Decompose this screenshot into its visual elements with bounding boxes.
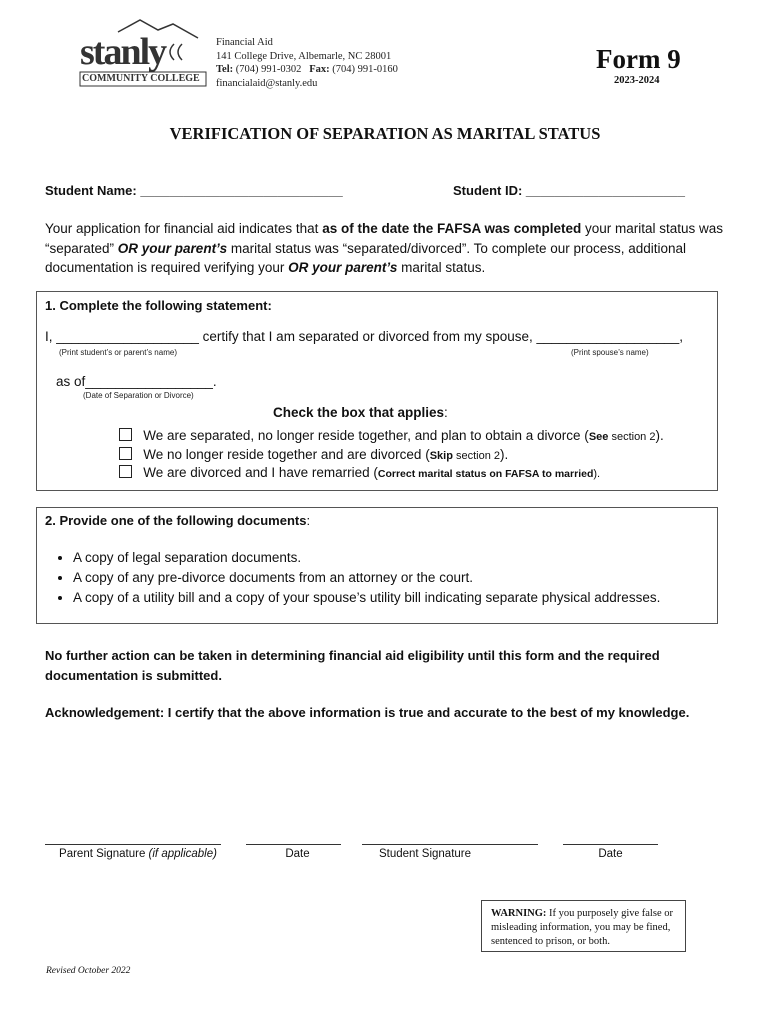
option-3-text: We are divorced and I have remarried ( [143,465,378,480]
intro-bold-italic-2: OR your parent’s [288,260,398,275]
check-heading-colon: : [444,405,448,420]
student-id-field[interactable]: Student ID: ______________________ [453,183,685,198]
form-number: Form 9 [596,44,681,74]
print-student-caption: (Print student’s or parent’s name) [59,348,177,357]
option-1-end: ). [655,428,664,443]
date-1-label: Date [285,848,310,860]
student-name-field[interactable]: Student Name: ____________________________ [45,183,343,198]
documents-list [45,548,710,608]
date-1-line[interactable] [246,844,341,845]
list-item: • A copy of any pre-divorce documents from an attorney or the court. [73,568,710,588]
tel-label: Tel: [216,64,234,75]
address: 141 College Drive, Albemarle, NC 28001 [216,50,392,62]
logo-subtext: COMMUNITY COLLEGE [82,73,200,84]
contact-block [216,36,398,90]
option-2-end: ). [500,447,509,462]
parent-signature-label [45,848,231,860]
college-logo [78,16,208,90]
logo-wordmark: stanly [80,31,166,73]
section-2-box [36,507,718,624]
option-3-end: ). [593,468,601,480]
page-title: VERIFICATION OF SEPARATION AS MARITAL STATUS [169,124,601,143]
student-signature-line[interactable] [362,844,538,845]
check-heading [273,405,448,420]
section-2-heading [45,513,310,528]
option-1-bold: See [588,431,609,443]
check-heading-text: Check the box that applies [273,405,445,420]
intro-text-4: marital status. [397,260,486,275]
checkbox-remarried[interactable] [119,465,132,478]
checkbox-divorced[interactable] [119,447,132,460]
option-1-note: section 2 [608,431,656,443]
date-line[interactable]: as of_________________. [56,374,217,389]
intro-bold-italic-1: OR your parent’s [117,240,228,256]
intro-text-1: Your application for financial aid indicates that [45,221,323,236]
email: financialaid@stanly.edu [216,77,318,89]
section-1-box [36,291,718,491]
office-name: Financial Aid [216,37,273,48]
tel-value: (704) 991-0302 [235,64,302,75]
parent-signature-line[interactable] [45,844,221,845]
option-remarried[interactable] [119,465,600,480]
print-spouse-caption: (Print spouse’s name) [571,348,649,357]
option-2-text: We no longer reside together and are divorced ( [143,447,430,462]
revised-date: Revised October 2022 [46,966,131,976]
parent-signature-note: (if applicable) [148,848,217,860]
date-caption: (Date of Separation or Divorce) [83,391,194,400]
phone-line [216,63,398,77]
fax-value: (704) 991-0160 [332,64,398,75]
section-1-heading: 1. Complete the following statement: [45,298,272,313]
fax-label: Fax: [309,64,330,75]
notice-text: No further action can be taken in determining financial aid eligibility until this form and the required documentation is submitted. [45,648,660,683]
date-2-label: Date [598,848,623,860]
option-2-note: section 2 [452,450,501,462]
intro-text-3: marital status was “separated/divorced”. To complete our process, additional documentation is required verifying your [45,240,687,275]
list-item: • A copy of legal separation documents. [73,548,710,568]
parent-signature-text: Parent Signature [59,848,149,860]
list-item: • A copy of a utility bill and a copy of your spouse’s utility bill indicating separate physical addresses. [73,588,710,608]
option-1-text: We are separated, no longer reside together, and plan to obtain a divorce ( [143,428,589,443]
section-2-heading-colon: : [306,513,311,528]
option-divorced[interactable] [119,447,508,462]
checkbox-separated[interactable] [119,428,132,441]
statement-line[interactable]: I, ___________________ certify that I am separated or divorced from my spouse, ___________________, [45,329,683,344]
date-2-line[interactable] [563,844,658,845]
option-separated[interactable] [119,428,664,443]
warning-text: If you purposely give false or misleading information, you may be fined, sentenced to prison, or both. [491,908,673,947]
option-2-bold: Skip [429,450,453,462]
intro-paragraph [45,219,735,278]
form-year: 2023-2024 [614,75,660,86]
intro-text-2: your marital status was “separated” [45,221,724,256]
option-3-bold: Correct marital status on FAFSA to married [377,468,594,480]
acknowledgement-text: Acknowledgement: I certify that the above information is true and accurate to the best of my knowledge. [45,705,690,720]
warning-box [481,900,686,952]
student-signature-label: Student Signature [378,848,472,860]
warning-label: WARNING: [491,908,547,919]
intro-bold-1: as of the date the FAFSA was completed [322,221,582,236]
section-2-heading-text: 2. Provide one of the following documents [45,513,307,528]
